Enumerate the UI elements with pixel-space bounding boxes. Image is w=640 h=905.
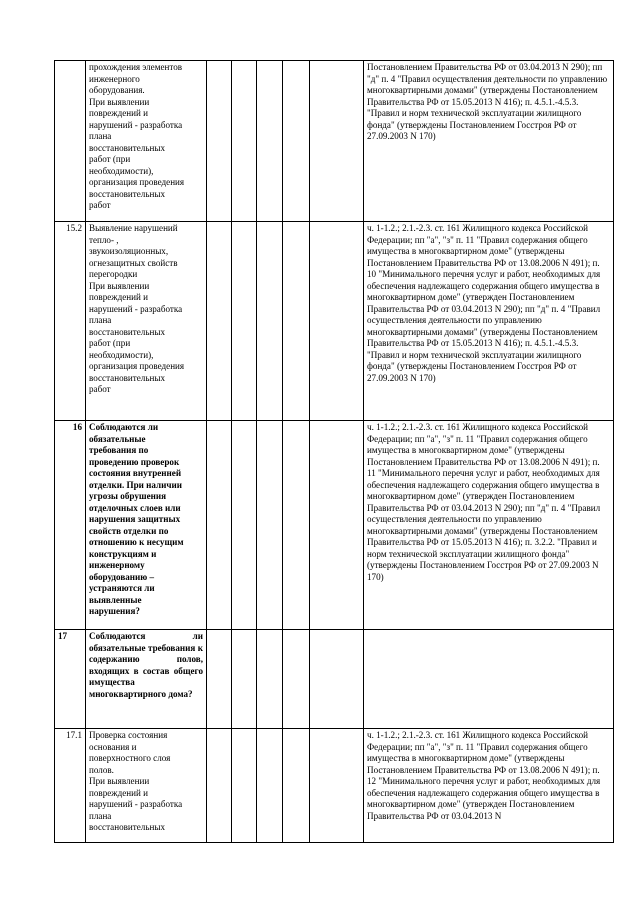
requirement-text: Соблюдаются ли обязательные требования к содержанию полов, входящих в состав общего имущества многоквартирного дома? <box>86 630 207 729</box>
answer-extra-cell[interactable] <box>283 61 310 222</box>
answer-no-cell[interactable] <box>232 729 257 843</box>
requirement-text: Соблюдаются ли обязательные требования по проведению проверок состояния внутренней отделки. При наличии угрозы обрушения отделочных слоев или нарушения защитных свойств отделки по отношению к несущим конструкциям и инженерному оборудованию – устраняются ли выявленные нарушения? <box>86 421 207 630</box>
answer-yes-cell[interactable] <box>207 421 232 630</box>
row-number: 15.2 <box>55 222 86 421</box>
answer-yes-cell[interactable] <box>207 222 232 421</box>
note-cell[interactable] <box>310 222 364 421</box>
requirement-text: Проверка состояния основания и поверхностного слоя полов. При выявлении повреждений и нарушений - разработка плана восстановительных <box>86 729 207 843</box>
row-number: 17 <box>55 630 86 729</box>
answer-yes-cell[interactable] <box>207 630 232 729</box>
answer-na-cell[interactable] <box>257 222 283 421</box>
note-cell[interactable] <box>310 61 364 222</box>
checklist-table <box>54 60 614 843</box>
answer-no-cell[interactable] <box>232 630 257 729</box>
answer-na-cell[interactable] <box>257 630 283 729</box>
answer-na-cell[interactable] <box>257 61 283 222</box>
answer-extra-cell[interactable] <box>283 421 310 630</box>
answer-extra-cell[interactable] <box>283 729 310 843</box>
answer-yes-cell[interactable] <box>207 729 232 843</box>
answer-extra-cell[interactable] <box>283 630 310 729</box>
answer-yes-cell[interactable] <box>207 61 232 222</box>
table-row <box>55 61 614 222</box>
answer-na-cell[interactable] <box>257 729 283 843</box>
row-number: 17.1 <box>55 729 86 843</box>
legal-reference: Постановлением Правительства РФ от 03.04.2013 N 290); пп "д" п. 4 "Правил осуществления деятельности по управлению многоквартирными домами" (утверждены Постановлением Правительства РФ от 15.05.2013 N 416); п. 4.5.1.-4.5.3. "Правил и норм технической эксплуатации жилищного фонда" (утверждены Постановлением Госстроя РФ от 27.09.2003 N 170) <box>364 61 614 222</box>
answer-no-cell[interactable] <box>232 421 257 630</box>
legal-reference: ч. 1-1.2.; 2.1.-2.3. ст. 161 Жилищного кодекса Российской Федерации; пп "а", "з" п. 11 "Правил содержания общего имущества в многоквартирном доме" (утверждены Постановлением Правительства РФ от 13.08.2006 N 491); п. 12 "Минимального перечня услуг и работ, необходимых для обеспечения надлежащего содержания общего имущества в многоквартирном доме" (утвержден Постановлением Правительства РФ от 03.04.2013 N <box>364 729 614 843</box>
table-row <box>55 729 614 843</box>
answer-no-cell[interactable] <box>232 222 257 421</box>
legal-reference: ч. 1-1.2.; 2.1.-2.3. ст. 161 Жилищного кодекса Российской Федерации; пп "а", "з" п. 11 "Правил содержания общего имущества в многоквартирном доме" (утверждены Постановлением Правительства РФ от 13.08.2006 N 491); п. 10 "Минимального перечня услуг и работ, необходимых для обеспечения надлежащего содержания общего имущества в многоквартирном доме" (утвержден Постановлением Правительства РФ от 03.04.2013 N 290); пп "д" п. 4 "Правил осуществления деятельности по управлению многоквартирными домами" (утверждены Постановлением Правительства РФ от 15.05.2013 N 416); п. 4.5.1.-4.5.3. "Правил и норм технической эксплуатации жилищного фонда" (утверждены Постановлением Госстроя РФ от 27.09.2003 N 170) <box>364 222 614 421</box>
requirement-text: прохождения элементов инженерного оборудования. При выявлении повреждений и нарушений - разработка плана восстановительных работ (при необходимости), организация проведения восстановительных работ <box>86 61 207 222</box>
table-row <box>55 630 614 729</box>
legal-reference <box>364 630 614 729</box>
answer-na-cell[interactable] <box>257 421 283 630</box>
note-cell[interactable] <box>310 729 364 843</box>
answer-extra-cell[interactable] <box>283 222 310 421</box>
legal-reference: ч. 1-1.2.; 2.1.-2.3. ст. 161 Жилищного кодекса Российской Федерации; пп "а", "з" п. 11 "Правил содержания общего имущества в многоквартирном доме" (утверждены Постановлением Правительства РФ от 13.08.2006 N 491); п. 11 "Минимального перечня услуг и работ, необходимых для обеспечения надлежащего содержания общего имущества в многоквартирном доме" (утвержден Постановлением Правительства РФ от 03.04.2013 N 290); пп "д" п. 4 "Правил осуществления деятельности по управлению многоквартирными домами" (утверждены Постановлением Правительства РФ от 15.05.2013 N 416); п. 3.2.2. "Правил и норм технической эксплуатации жилищного фонда" (утверждены Постановлением Госстроя РФ от 27.09.2003 N 170) <box>364 421 614 630</box>
table-row <box>55 421 614 630</box>
row-number: 16 <box>55 421 86 630</box>
requirement-text: Выявление нарушений тепло- , звукоизоляционных, огнезащитных свойств перегородки При выявлении повреждений и нарушений - разработка плана восстановительных работ (при необходимости), организация проведения восстановительных работ <box>86 222 207 421</box>
answer-no-cell[interactable] <box>232 61 257 222</box>
note-cell[interactable] <box>310 630 364 729</box>
note-cell[interactable] <box>310 421 364 630</box>
table-row <box>55 222 614 421</box>
row-number <box>55 61 86 222</box>
